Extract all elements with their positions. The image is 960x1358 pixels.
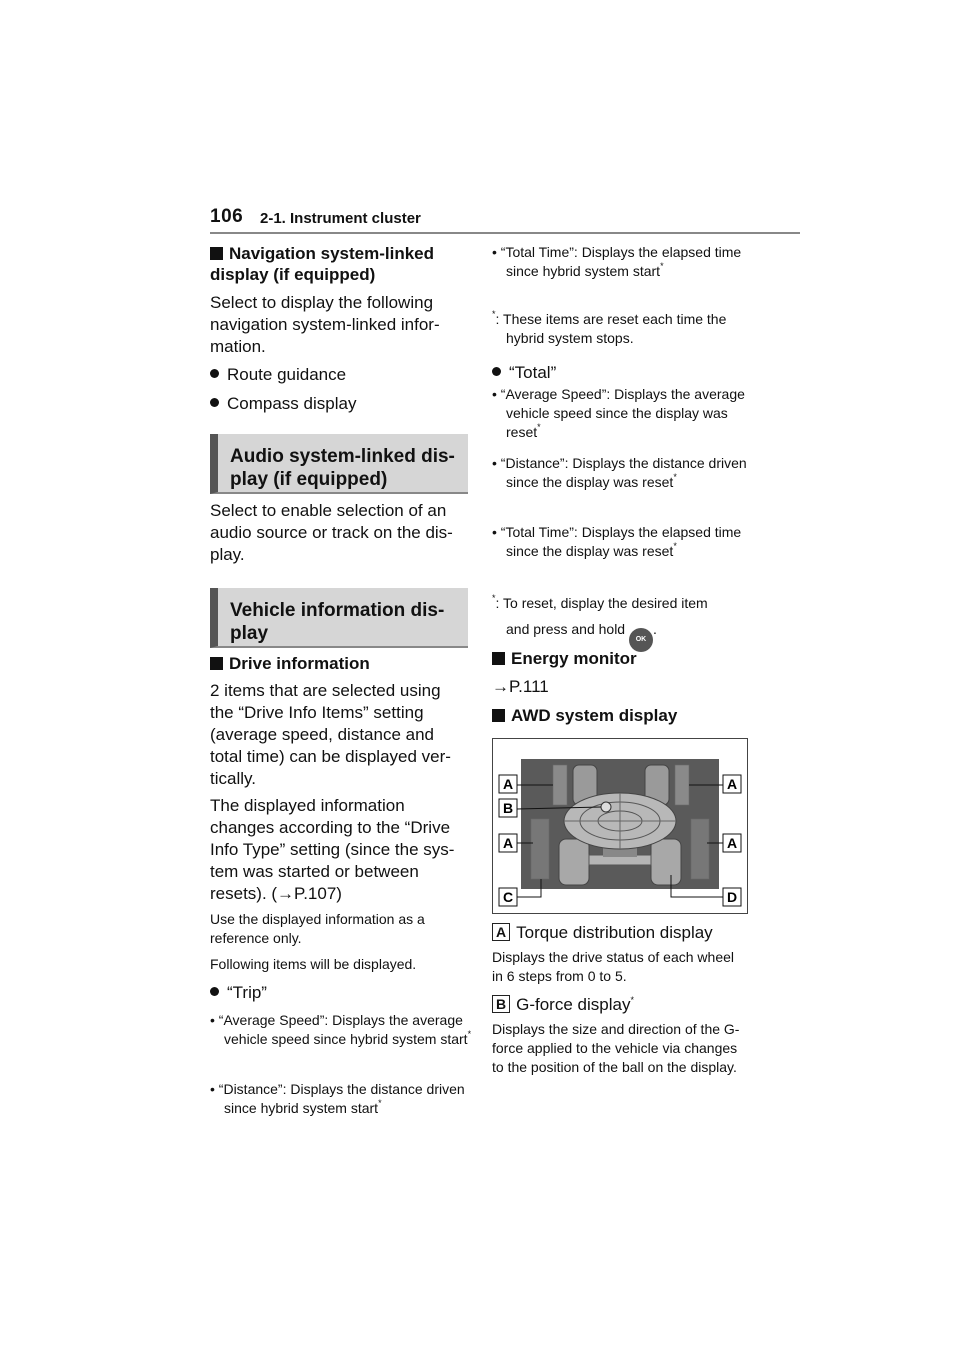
energy-reference: →P.111 [492, 677, 549, 696]
nav-text: Select to display the following navigation system-linked infor-mation. [210, 293, 440, 356]
label-a-2: A [727, 776, 738, 792]
g-force-ball [601, 802, 611, 812]
item-a-text: Displays the drive status of each wheel in 6 steps from 0 to 5. [492, 949, 735, 984]
awd-system-diagram [492, 738, 748, 914]
square-bullet-icon [492, 652, 505, 665]
drive-paragraph-2: The displayed information changes according to the “Drive Info Type” setting (since the sys-tem was started or between resets). (→P.107) [210, 796, 455, 903]
label-a-3: A [503, 835, 514, 851]
audio-section-box: Audio system-linked dis-play (if equipped) [210, 434, 468, 494]
bullet-icon [210, 398, 219, 407]
nav-bullet-compass: Compass display [210, 393, 356, 415]
item-b-title: B G-force display* [492, 994, 748, 1016]
trip-item-average-speed: • “Average Speed”: Displays the average vehicle speed since hybrid system start* [210, 1012, 472, 1047]
label-a-1: A [503, 776, 514, 792]
ok-button-icon: OK [629, 628, 653, 652]
awd-heading: AWD system display [492, 705, 677, 726]
bullet-icon [492, 367, 501, 376]
label-a-4: A [727, 835, 738, 851]
vehicle-section-box: Vehicle information dis-play [210, 588, 468, 648]
item-a-tag: A [492, 923, 510, 941]
drive-heading: Drive information [210, 653, 468, 674]
label-d: D [727, 889, 738, 905]
item-a-title: A Torque distribution display [492, 922, 748, 944]
awd-diagram-svg [493, 739, 747, 913]
nav-heading: Navigation system-linked display (if equipped) [210, 244, 435, 284]
item-b-tag: B [492, 995, 510, 1013]
note-1: Use the displayed information as a reference only. [210, 911, 425, 946]
page-number: 106 [210, 206, 244, 227]
item-b-text: Displays the size and direction of the G-force applied to the vehicle via changes to the position of the ball on the display. [492, 1021, 740, 1075]
footnote-2: *: To reset, display the desired item [492, 593, 708, 611]
trip-bullet: “Trip” [210, 982, 267, 1004]
trip-item-total-time: • “Total Time”: Displays the elapsed time since hybrid system start* [492, 244, 742, 279]
bullet-icon [210, 987, 219, 996]
drive-paragraph-1: 2 items that are selected using the “Drive Info Items” setting (average speed, distance and total time) can be displayed ver-tically. [210, 681, 451, 788]
square-bullet-icon [210, 247, 223, 260]
square-bullet-icon [210, 657, 223, 670]
bullet-icon [210, 369, 219, 378]
total-item-average-speed: • “Average Speed”: Displays the average vehicle speed since the display was reset* [492, 386, 745, 440]
header-rule [210, 232, 800, 234]
torque-bar-front-left [553, 765, 567, 805]
torque-bar-front-right [675, 765, 689, 805]
audio-text: Select to enable selection of an audio source or track on the dis-play. [210, 501, 453, 564]
footnote-2-cont: and press and hold OK. [506, 620, 748, 652]
label-b: B [503, 800, 514, 816]
label-c: C [503, 889, 514, 905]
square-bullet-icon [492, 709, 505, 722]
note-2: Following items will be displayed. [210, 956, 417, 972]
section-title: 2-1. Instrument cluster [260, 210, 421, 227]
total-item-total-time: • “Total Time”: Displays the elapsed time since the display was reset* [492, 524, 742, 559]
torque-bar-rear-left [531, 819, 549, 879]
torque-bar-rear-right [691, 819, 709, 879]
nav-bullet-route: Route guidance [210, 364, 346, 386]
total-item-distance: • “Distance”: Displays the distance driven since the display was reset* [492, 455, 747, 490]
total-bullet: “Total” [492, 362, 556, 384]
energy-heading: Energy monitor [492, 648, 637, 669]
trip-item-distance: • “Distance”: Displays the distance driven since hybrid system start* [210, 1081, 465, 1116]
footnote-1: *: These items are reset each time the hybrid system stops. [492, 309, 727, 346]
